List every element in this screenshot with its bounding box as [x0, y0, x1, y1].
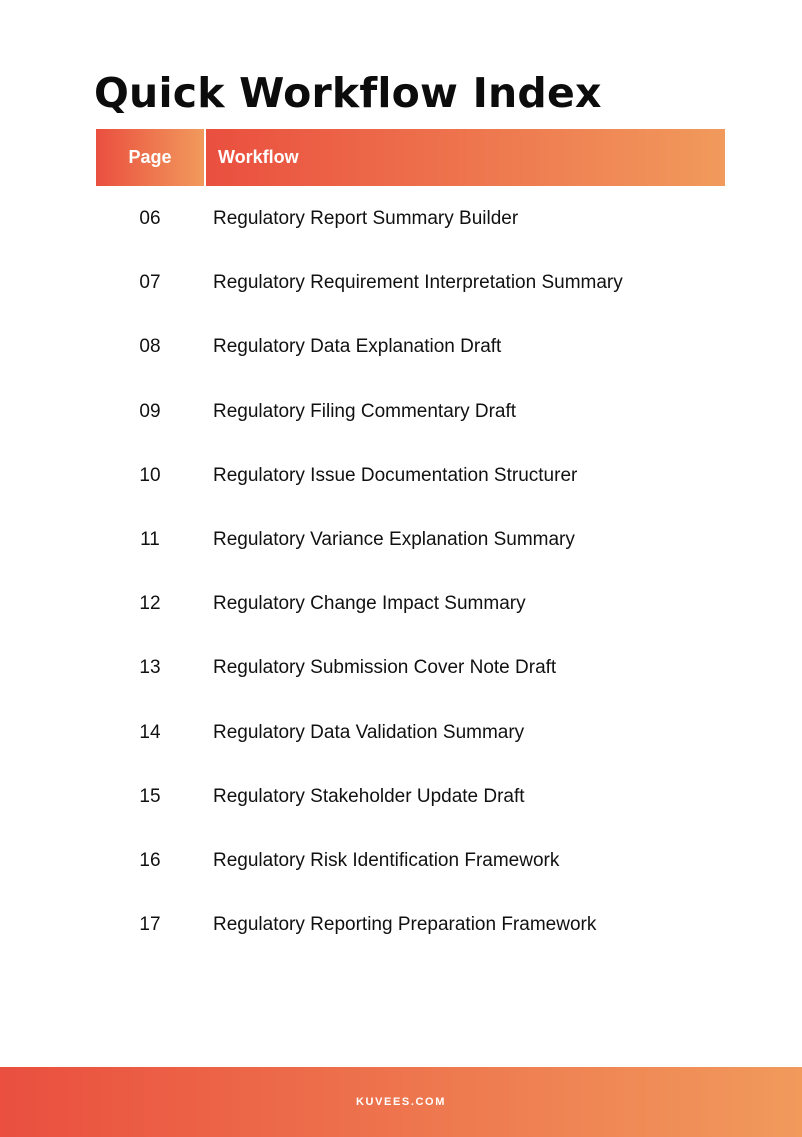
footer-website: KUVEES.COM: [356, 1096, 446, 1108]
column-header-workflow: Workflow: [206, 129, 725, 186]
workflow-name: Regulatory Reporting Preparation Framework: [213, 914, 597, 936]
table-row: [96, 251, 725, 315]
workflow-name: Regulatory Submission Cover Note Draft: [213, 657, 557, 679]
workflow-name: Regulatory Risk Identification Framework: [213, 849, 560, 871]
table-row: [96, 765, 725, 829]
table-row: [96, 315, 725, 379]
workflow-name: Regulatory Change Impact Summary: [213, 593, 526, 615]
table-row: [96, 508, 725, 572]
table-header: [96, 129, 725, 186]
column-header-page: Page: [96, 129, 204, 186]
table-row: [96, 636, 725, 700]
page-number: 07: [139, 272, 161, 294]
workflow-name: Regulatory Issue Documentation Structurer: [213, 464, 578, 486]
table-row: [96, 893, 725, 957]
table-row: [96, 380, 725, 444]
footer-bar: [0, 1067, 802, 1137]
workflow-name: Regulatory Data Validation Summary: [213, 721, 525, 743]
workflow-name: Regulatory Requirement Interpretation Summary: [213, 272, 623, 294]
page-number: 09: [139, 400, 161, 422]
page-number: 06: [139, 208, 161, 230]
page-number: 11: [140, 529, 160, 551]
table-row: [96, 187, 725, 251]
workflow-name: Regulatory Data Explanation Draft: [213, 336, 502, 358]
workflow-name: Regulatory Filing Commentary Draft: [213, 400, 517, 422]
page-number: 15: [139, 785, 161, 807]
workflow-name: Regulatory Variance Explanation Summary: [213, 529, 575, 551]
page-number: 14: [139, 721, 161, 743]
table-row: [96, 572, 725, 636]
workflow-name: Regulatory Stakeholder Update Draft: [213, 785, 525, 807]
page-number: 16: [139, 849, 161, 871]
page-number: 08: [139, 336, 161, 358]
workflow-table-body: [96, 187, 725, 957]
page-number: 10: [139, 464, 161, 486]
workflow-name: Regulatory Report Summary Builder: [213, 208, 519, 230]
page-number: 12: [139, 593, 161, 615]
page-number: 17: [139, 914, 161, 936]
page-title: Quick Workflow Index: [94, 69, 602, 117]
table-row: [96, 829, 725, 893]
table-row: [96, 701, 725, 765]
page-number: 13: [139, 657, 161, 679]
table-row: [96, 444, 725, 508]
